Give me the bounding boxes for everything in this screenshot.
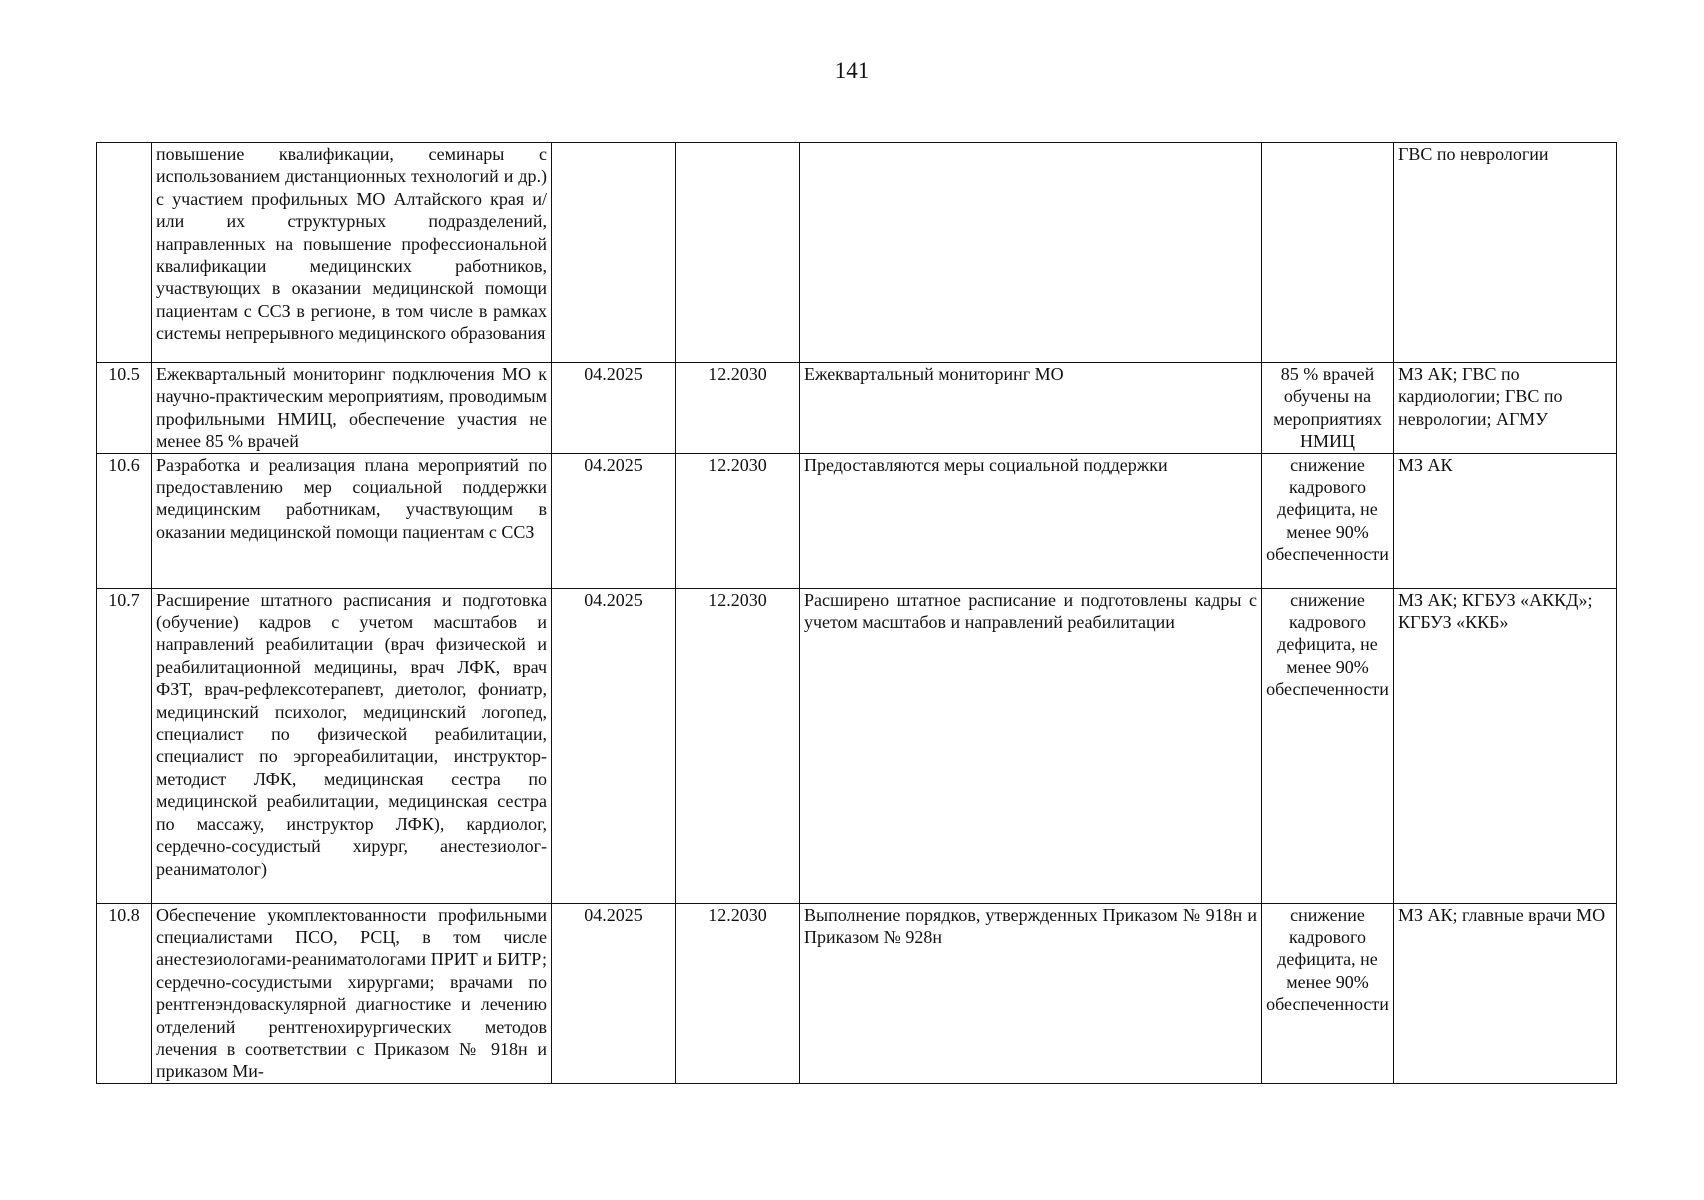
indicator-text: 85 % врачей обучены на мероприятиях НМИЦ bbox=[1262, 363, 1394, 454]
result-text bbox=[800, 143, 1262, 363]
start-date: 04.2025 bbox=[552, 588, 676, 903]
result-text: Предоставляются меры социальной поддержки bbox=[800, 453, 1262, 588]
indicator-text: снижение кадрового дефицита, не менее 90% обеспеченности bbox=[1262, 453, 1394, 588]
page-number: 141 bbox=[834, 58, 870, 83]
row-number: 10.8 bbox=[97, 903, 152, 1083]
start-date bbox=[552, 143, 676, 363]
measures-table bbox=[96, 142, 1617, 1084]
table-row bbox=[97, 143, 1617, 363]
indicator-text: снижение кадрового дефицита, не менее 90% обеспеченности bbox=[1262, 903, 1394, 1083]
measure-text: Обеспечение укомплектованности профильными специалистами ПСО, РСЦ, в том числе анестезиологами-реаниматологами ПРИТ и БИТР; сердечно-сосудистыми хирургами; врачами по рентгенэндоваскулярной диагностике и лечению отделений рентгенохирургических методов лечения в соответствии с Приказом № 918н и приказом Ми- bbox=[152, 903, 552, 1083]
measure-text: Разработка и реализация плана мероприятий по предоставлению мер социальной поддержки медицинским работникам, участвующим в оказании медицинской помощи пациентам с ССЗ bbox=[152, 453, 552, 588]
end-date: 12.2030 bbox=[676, 588, 800, 903]
measure-text: Ежеквартальный мониторинг подключения МО к научно-практическим мероприятиям, проводимым профильными НМИЦ, обеспечение участия не менее 85 % врачей bbox=[152, 363, 552, 454]
table-row bbox=[97, 363, 1617, 454]
measure-text: повышение квалификации, семинары с использованием дистанционных технологий и др.) с участием профильных МО Алтайского края и/или их структурных подразделений, направленных на повышение профессиональной квалификации медицинских работников, участвующих в оказании медицинской помощи пациентам с ССЗ в регионе, в том числе в рамках системы непрерывного медицинского образования bbox=[152, 143, 552, 363]
start-date: 04.2025 bbox=[552, 453, 676, 588]
responsible-text: МЗ АК; главные врачи МО bbox=[1394, 903, 1617, 1083]
row-number bbox=[97, 143, 152, 363]
table-row bbox=[97, 588, 1617, 903]
responsible-text: МЗ АК; ГВС по кардиологии; ГВС по неврологии; АГМУ bbox=[1394, 363, 1617, 454]
result-text: Ежеквартальный мониторинг МО bbox=[800, 363, 1262, 454]
indicator-text: снижение кадрового дефицита, не менее 90% обеспеченности bbox=[1262, 588, 1394, 903]
end-date: 12.2030 bbox=[676, 453, 800, 588]
row-number: 10.6 bbox=[97, 453, 152, 588]
responsible-text: МЗ АК; КГБУЗ «АККД»; КГБУЗ «ККБ» bbox=[1394, 588, 1617, 903]
measure-text: Расширение штатного расписания и подготовка (обучение) кадров с учетом масштабов и направлений реабилитации (врач физической и реабилитационной медицины, врач ЛФК, врач ФЗТ, врач-рефлексотерапевт, диетолог, фониатр, медицинский психолог, медицинский логопед, специалист по физической реабилитации, специалист по эргореабилитации, инструктор-методист ЛФК, медицинская сестра по медицинской реабилитации, медицинская сестра по массажу, инструктор ЛФК), кардиолог, сердечно-сосудистый хирург, анестезиолог-реаниматолог) bbox=[152, 588, 552, 903]
row-number: 10.5 bbox=[97, 363, 152, 454]
indicator-text bbox=[1262, 143, 1394, 363]
row-number: 10.7 bbox=[97, 588, 152, 903]
end-date bbox=[676, 143, 800, 363]
end-date: 12.2030 bbox=[676, 363, 800, 454]
responsible-text: ГВС по неврологии bbox=[1394, 143, 1617, 363]
result-text: Расширено штатное расписание и подготовлены кадры с учетом масштабов и направлений реабилитации bbox=[800, 588, 1262, 903]
responsible-text: МЗ АК bbox=[1394, 453, 1617, 588]
table-row bbox=[97, 453, 1617, 588]
result-text: Выполнение порядков, утвержденных Приказом № 918н и Приказом № 928н bbox=[800, 903, 1262, 1083]
table-row bbox=[97, 903, 1617, 1083]
start-date: 04.2025 bbox=[552, 363, 676, 454]
start-date: 04.2025 bbox=[552, 903, 676, 1083]
end-date: 12.2030 bbox=[676, 903, 800, 1083]
